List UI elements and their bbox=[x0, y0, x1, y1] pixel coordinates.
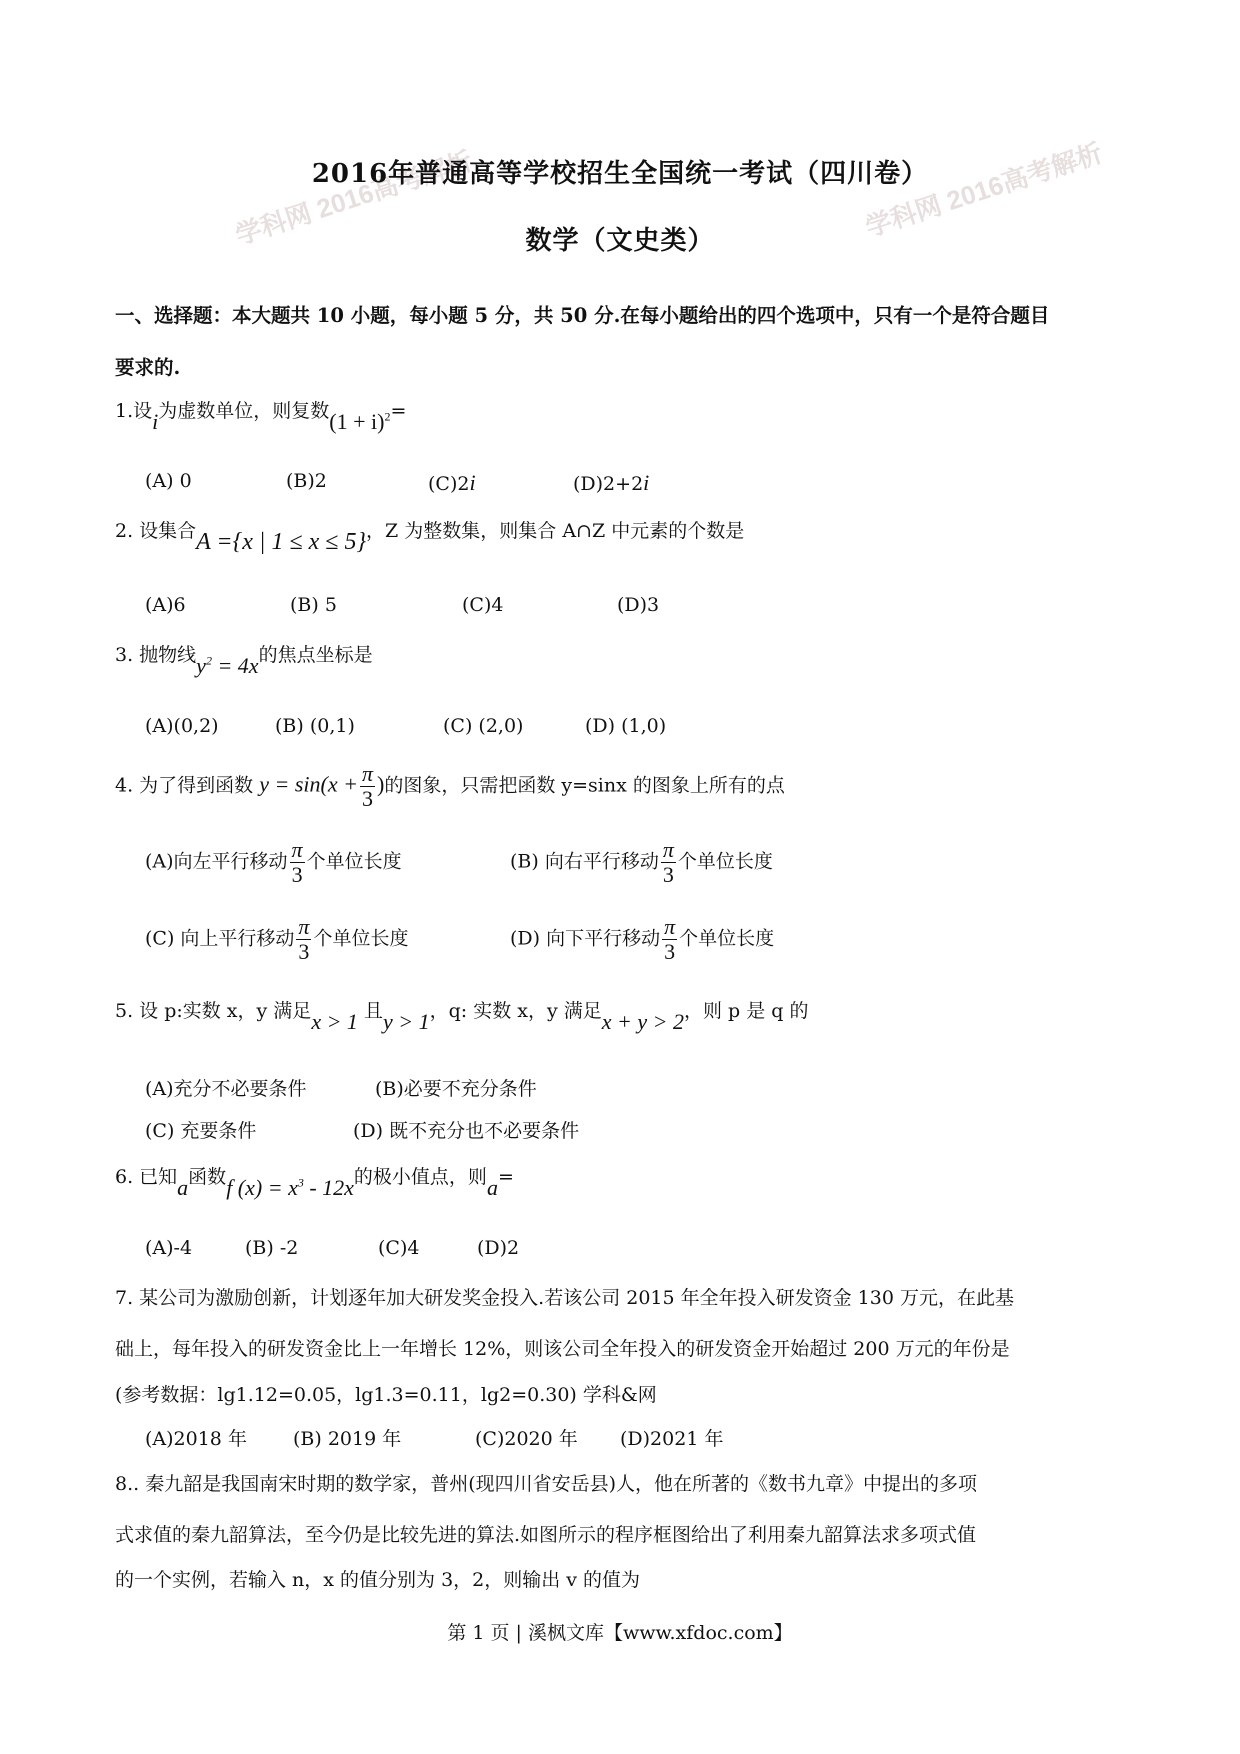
q6-expr-exp: 3 bbox=[297, 1175, 304, 1190]
q1-expr-exp: 2 bbox=[384, 409, 391, 424]
q3-exp: 2 bbox=[205, 653, 212, 668]
section-instruction-line2: 要求的. bbox=[115, 356, 181, 379]
q7-option-c: (C)2020 年 bbox=[475, 1428, 578, 1450]
q5-option-d: (D) 既不充分也不必要条件 bbox=[353, 1120, 580, 1142]
q5-option-b: (B)必要不充分条件 bbox=[375, 1078, 537, 1100]
q3-rhs: = 4x bbox=[217, 653, 259, 678]
question-8-line2: 式求值的秦九韶算法，至今仍是比较先进的算法.如图所示的程序框图给出了利用秦九韶算法求多项式值 bbox=[115, 1524, 977, 1546]
q6-prefix: 6. 已知 bbox=[115, 1166, 178, 1188]
q4-option-b bbox=[510, 838, 773, 887]
q5-expr-3: x + y > 2 bbox=[601, 1009, 684, 1034]
q5-option-a: (A)充分不必要条件 bbox=[145, 1078, 307, 1100]
q6-suffix: 的极小值点，则 bbox=[353, 1166, 487, 1188]
q5-expr-1: x > 1 bbox=[311, 1009, 358, 1034]
q4-option-a-suffix: 个单位长度 bbox=[306, 850, 402, 873]
q3-option-d: (D) (1,0) bbox=[585, 715, 667, 737]
page-footer: 第 1 页 | 溪枫文库【www.xfdoc.com】 bbox=[447, 1622, 793, 1644]
q6-mid: 函数 bbox=[188, 1166, 227, 1188]
q2-expr: A ={x | 1 ≤ x ≤ 5} bbox=[196, 529, 367, 555]
question-7-line2: 础上，每年投入的研发资金比上一年增长 12%，则该公司全年投入的研发资金开始超过 200 万元的年份是 bbox=[115, 1338, 1010, 1360]
q6-option-c: (C)4 bbox=[378, 1237, 420, 1259]
question-7-line1: 7. 某公司为激励创新，计划逐年加大研发奖金投入.若该公司 2015 年全年投入研发资金 130 万元，在此基 bbox=[115, 1287, 1014, 1309]
q1-option-d-i: i bbox=[643, 470, 650, 495]
q1-expr bbox=[329, 409, 390, 434]
q4-expr-a: y = sin(x + bbox=[259, 771, 358, 797]
q6-option-a: (A)-4 bbox=[145, 1237, 193, 1259]
q5-and: 且 bbox=[363, 1000, 383, 1022]
q6-eq: = bbox=[497, 1166, 514, 1188]
q4-suffix: 的图象，只需把函数 y=sinx 的图象上所有的点 bbox=[384, 774, 785, 797]
watermark-left: 学科网 2016高考解析 bbox=[231, 145, 477, 251]
q1-option-c bbox=[428, 470, 476, 496]
q1-option-d bbox=[573, 470, 649, 496]
q4-option-b-num: π bbox=[662, 837, 674, 862]
q6-option-b: (B) -2 bbox=[245, 1237, 299, 1259]
q4-expr-b: ) bbox=[376, 771, 385, 797]
q4-option-d-num: π bbox=[664, 914, 676, 939]
q1-mid: 为虚数单位，则复数 bbox=[158, 400, 330, 422]
q3-option-a: (A)(0,2) bbox=[145, 715, 219, 737]
q4-option-c-fraction bbox=[296, 915, 311, 964]
q6-expr-b: - 12x bbox=[303, 1175, 354, 1200]
q4-fraction-num: π bbox=[361, 761, 373, 786]
q4-option-c-den: 3 bbox=[298, 939, 310, 965]
question-8-line3: 的一个实例，若输入 n，x 的值分别为 3，2，则输出 v 的值为 bbox=[115, 1569, 641, 1591]
q6-expr bbox=[226, 1175, 354, 1200]
q7-option-d: (D)2021 年 bbox=[620, 1428, 724, 1450]
q5-expr-2: y > 1 bbox=[383, 1009, 430, 1034]
q2-suffix: ，Z 为整数集，则集合 A∩Z 中元素的个数是 bbox=[366, 520, 745, 542]
q4-option-d-text: (D) 向下平行移动 bbox=[510, 927, 661, 950]
question-5 bbox=[115, 996, 809, 1034]
q4-option-b-den: 3 bbox=[662, 862, 674, 888]
q4-option-d bbox=[510, 915, 774, 964]
q7-option-b: (B) 2019 年 bbox=[293, 1428, 402, 1450]
q4-option-a bbox=[145, 838, 402, 887]
q1-option-b: (B)2 bbox=[286, 470, 327, 492]
q4-option-c-num: π bbox=[298, 914, 310, 939]
q1-option-a: (A) 0 bbox=[145, 470, 192, 492]
q1-option-c-i: i bbox=[469, 470, 476, 495]
q4-option-c-suffix: 个单位长度 bbox=[313, 927, 409, 950]
q1-var-i: i bbox=[152, 409, 159, 434]
q3-suffix: 的焦点坐标是 bbox=[258, 644, 373, 666]
q4-prefix: 4. 为了得到函数 bbox=[115, 774, 254, 797]
q7-option-a: (A)2018 年 bbox=[145, 1428, 247, 1450]
q4-option-d-fraction bbox=[662, 915, 677, 964]
q2-option-c: (C)4 bbox=[462, 594, 504, 616]
q3-expr bbox=[196, 653, 258, 678]
q4-fraction bbox=[360, 762, 375, 811]
q5-mid: ，q: 实数 x，y 满足 bbox=[429, 1000, 602, 1022]
q1-option-c-text: (C)2 bbox=[428, 473, 470, 495]
q6-var-a2: a bbox=[486, 1175, 498, 1200]
watermark-right: 学科网 2016高考解析 bbox=[861, 137, 1107, 243]
q1-suffix: = bbox=[390, 400, 407, 422]
q4-option-a-num: π bbox=[291, 837, 303, 862]
q4-option-c-text: (C) 向上平行移动 bbox=[145, 927, 295, 950]
q5-option-c: (C) 充要条件 bbox=[145, 1120, 257, 1142]
question-7-line3: (参考数据：lg1.12=0.05，lg1.3=0.11，lg2=0.30) 学科&网 bbox=[115, 1384, 657, 1406]
q2-prefix: 2. 设集合 bbox=[115, 520, 197, 542]
question-8-line1: 8.. 秦九韶是我国南宋时期的数学家，普州(现四川省安岳县)人，他在所著的《数书九章》中提出的多项 bbox=[115, 1473, 978, 1495]
section-instruction-line1: 一、选择题：本大题共 10 小题，每小题 5 分，共 50 分.在每小题给出的四个选项中，只有一个是符合题目 bbox=[115, 304, 1050, 327]
question-4 bbox=[115, 762, 785, 811]
q4-option-b-fraction bbox=[661, 838, 676, 887]
question-1 bbox=[115, 396, 407, 434]
q1-option-d-text: (D)2+2 bbox=[573, 473, 644, 495]
q2-option-d: (D)3 bbox=[617, 594, 660, 616]
q3-y: y bbox=[196, 653, 206, 678]
q6-expr-a: f (x) = x bbox=[226, 1175, 298, 1200]
q1-expr-base: (1 + i) bbox=[329, 409, 385, 434]
q3-prefix: 3. 抛物线 bbox=[115, 644, 197, 666]
question-3 bbox=[115, 640, 373, 678]
q3-option-c: (C) (2,0) bbox=[443, 715, 524, 737]
question-2 bbox=[115, 516, 745, 555]
q4-option-c bbox=[145, 915, 408, 964]
question-6 bbox=[115, 1162, 514, 1200]
q4-fraction-den: 3 bbox=[361, 786, 373, 812]
q6-option-d: (D)2 bbox=[477, 1237, 520, 1259]
exam-title: 2016年普通高等学校招生全国统一考试（四川卷） bbox=[311, 159, 929, 189]
q6-var-a: a bbox=[177, 1175, 189, 1200]
q5-prefix: 5. 设 p:实数 x，y 满足 bbox=[115, 1000, 312, 1022]
exam-subtitle: 数学（文史类） bbox=[525, 226, 715, 256]
q4-option-b-text: (B) 向右平行移动 bbox=[510, 850, 659, 873]
q3-option-b: (B) (0,1) bbox=[275, 715, 355, 737]
q2-option-b: (B) 5 bbox=[290, 594, 337, 616]
q5-suffix: ，则 p 是 q 的 bbox=[684, 1000, 809, 1022]
q4-option-a-fraction bbox=[290, 838, 305, 887]
q4-option-a-text: (A)向左平行移动 bbox=[145, 850, 288, 873]
q4-option-b-suffix: 个单位长度 bbox=[677, 850, 773, 873]
q4-option-d-suffix: 个单位长度 bbox=[679, 927, 775, 950]
q2-option-a: (A)6 bbox=[145, 594, 186, 616]
q1-prefix: 1.设 bbox=[115, 400, 153, 422]
q4-option-d-den: 3 bbox=[664, 939, 676, 965]
q4-option-a-den: 3 bbox=[291, 862, 303, 888]
